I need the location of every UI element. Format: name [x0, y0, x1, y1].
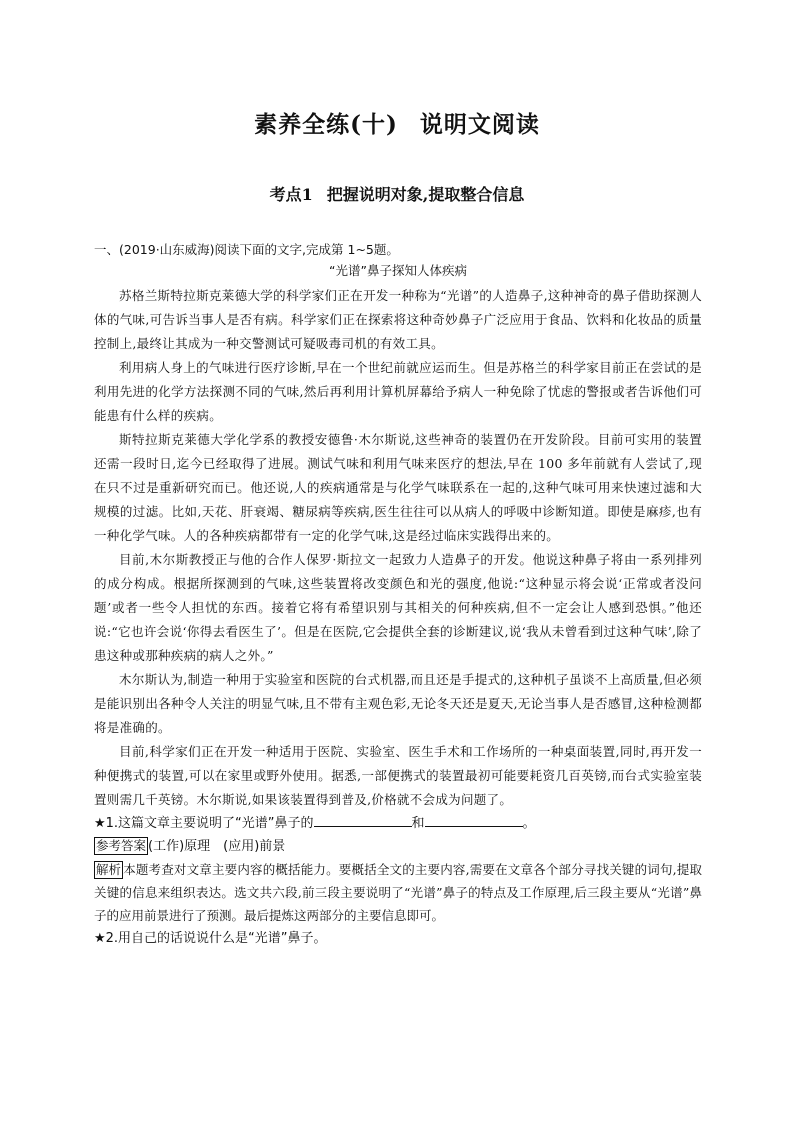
explanation-tag: 解析 — [96, 862, 122, 877]
star-icon: ★ — [94, 816, 106, 831]
title-part1: 素养全练(十) — [254, 111, 398, 138]
explanation-1-text: 本题考查对文章主要内容的概括能力。要概括全文的主要内容,需要在文章各个部分寻找关键的词句,提取关键的信息来组织表达。选文共六段,前三段主要说明了“光谱”鼻子的特点及工作原理,后三段主要从“光谱”鼻子的应用前景进行了预测。最后提炼这两部分的主要信息即可。 — [94, 862, 702, 923]
answer-1 — [94, 835, 702, 858]
page-title — [0, 106, 794, 139]
question-2-text: 2.用自己的话说说什么是“光谱”鼻子。 — [105, 931, 327, 946]
answer-1-text: (工作)原理 (应用)前景 — [148, 839, 286, 854]
answer-blank-2[interactable] — [425, 812, 523, 827]
article-paragraph: 目前,科学家们正在开发一种适用于医院、实验室、医生手术和工作场所的一种桌面装置,同时,再开发一种便携式的装置,可以在家里或野外使用。据悉,一部便携式的装置最初可能要耗资几百英镑,而台式实验室装置则需几千英镑。木尔斯说,如果该装置得到普及,价格就不会成为问题了。 — [94, 744, 702, 807]
subtitle-part1: 考点1 — [269, 185, 313, 204]
question-1 — [94, 812, 702, 835]
question-1-end: 。 — [522, 816, 536, 831]
article-paragraph: 木尔斯认为,制造一种用于实验室和医院的台式机器,而且还是手提式的,这种机子虽谈不上高质量,但必须是能识别出各种令人关注的明显气味,且不带有主观色彩,无论冬天还是夏天,无论当事人是否感冒,这种检测都将是准确的。 — [94, 672, 702, 735]
article-title: “光谱”鼻子探知人体疾病 — [329, 263, 467, 278]
subtitle-part2: 把握说明对象,提取整合信息 — [326, 185, 525, 204]
title-part2: 说明文阅读 — [419, 111, 540, 138]
explanation-1 — [94, 858, 702, 927]
answer-tag: 参考答案 — [96, 838, 147, 853]
question-1-connector: 和 — [411, 816, 425, 831]
article-paragraph: 斯特拉斯克莱德大学化学系的教授安德鲁·木尔斯说,这些神奇的装置仍在开发阶段。目前可实用的装置还需一段时日,迄今已经取得了进展。测试气味和利用气味来医疗的想法,早在 100 多年前就有人尝试了,现在只不过是重新研究而已。他还说,人的疾病通常是与化学气味联系在一起的,这种气味可用来快速过滤和大规模的过滤。比如,天花、肝衰竭、糖尿病等疾病,医生往往可以从病人的呼吸中诊断知道。即使是麻疹,也有一种化学气味。人的各种疾病都带有一定的化学气味,这是经过临床实践得出来的。 — [94, 432, 702, 543]
star-icon: ★ — [94, 931, 106, 946]
article-paragraph: 利用病人身上的气味进行医疗诊断,早在一个世纪前就应运而生。但是苏格兰的科学家目前正在尝试的是利用先进的化学方法探测不同的气味,然后再利用计算机屏幕给予病人一种免除了忧虑的警报或者告诉他们可能患有什么样的疾病。 — [94, 360, 702, 423]
article-paragraph: 目前,木尔斯教授正与他的合作人保罗·斯拉文一起致力人造鼻子的开发。他说这种鼻子将由一系列排列的成分构成。根据所探测到的气味,这些装置将改变颜色和光的强度,他说:“这种显示将会说‘正常或者没问题’或者一些令人担忧的东西。接着它将有希望识别与其相关的何种疾病,但不一定会让人感到恐惧。”他还说:“它也许会说‘你得去看医生了’。但是在医院,它会提供全套的诊断建议,说‘我从未曾看到过这种气味’,除了患这种或那种疾病的病人之外。” — [94, 552, 702, 663]
section-intro: 一、(2019·山东威海)阅读下面的文字,完成第 1~5题。 — [94, 242, 399, 257]
question-1-text: 1.这篇文章主要说明了“光谱”鼻子的 — [105, 816, 314, 831]
article-paragraph: 苏格兰斯特拉斯克莱德大学的科学家们正在开发一种称为“光谱”的人造鼻子,这种神奇的鼻子借助探测人体的气味,可告诉当事人是否有病。科学家们正在探索将这种奇妙鼻子广泛应用于食品、饮料和化妆品的质量控制上,最终让其成为一种交警测试可疑吸毒司机的有效工具。 — [94, 288, 702, 351]
answer-blank-1[interactable] — [314, 812, 412, 827]
page-subtitle — [0, 182, 794, 205]
content-body — [94, 240, 702, 950]
question-2 — [94, 927, 702, 950]
